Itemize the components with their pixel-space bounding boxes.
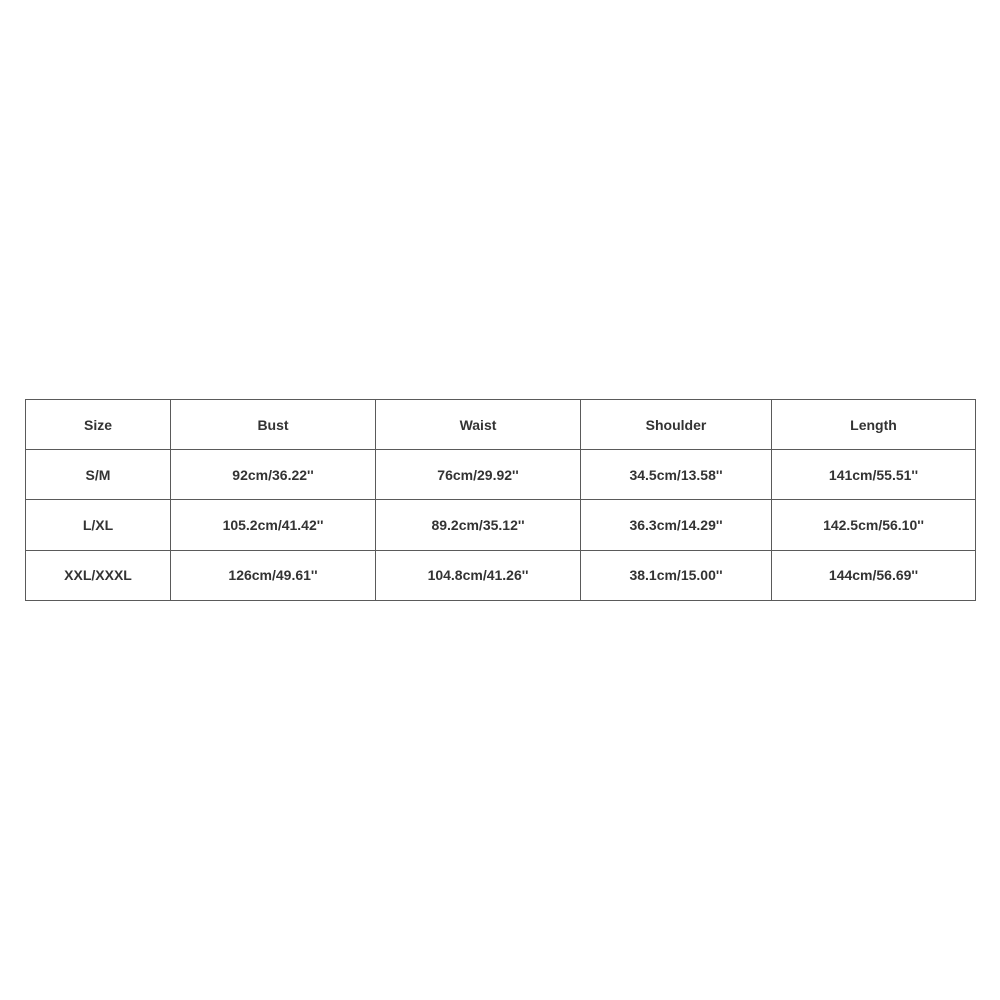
header-bust: Bust: [171, 400, 376, 450]
table-row: [26, 450, 976, 500]
cell-size: L/XL: [26, 500, 171, 550]
table-body: [26, 450, 976, 601]
cell-length: 142.5cm/56.10'': [772, 500, 976, 550]
cell-length: 141cm/55.51'': [772, 450, 976, 500]
cell-size: S/M: [26, 450, 171, 500]
cell-bust: 105.2cm/41.42'': [171, 500, 376, 550]
cell-waist: 76cm/29.92'': [376, 450, 581, 500]
header-shoulder: Shoulder: [581, 400, 772, 450]
table-row: [26, 500, 976, 550]
header-row: [26, 400, 976, 450]
table-header: [26, 400, 976, 450]
cell-shoulder: 38.1cm/15.00'': [581, 550, 772, 600]
size-chart-table: [25, 399, 976, 601]
cell-waist: 104.8cm/41.26'': [376, 550, 581, 600]
cell-size: XXL/XXXL: [26, 550, 171, 600]
header-length: Length: [772, 400, 976, 450]
cell-bust: 92cm/36.22'': [171, 450, 376, 500]
header-size: Size: [26, 400, 171, 450]
header-waist: Waist: [376, 400, 581, 450]
cell-length: 144cm/56.69'': [772, 550, 976, 600]
cell-shoulder: 34.5cm/13.58'': [581, 450, 772, 500]
cell-shoulder: 36.3cm/14.29'': [581, 500, 772, 550]
cell-waist: 89.2cm/35.12'': [376, 500, 581, 550]
table-row: [26, 550, 976, 600]
cell-bust: 126cm/49.61'': [171, 550, 376, 600]
